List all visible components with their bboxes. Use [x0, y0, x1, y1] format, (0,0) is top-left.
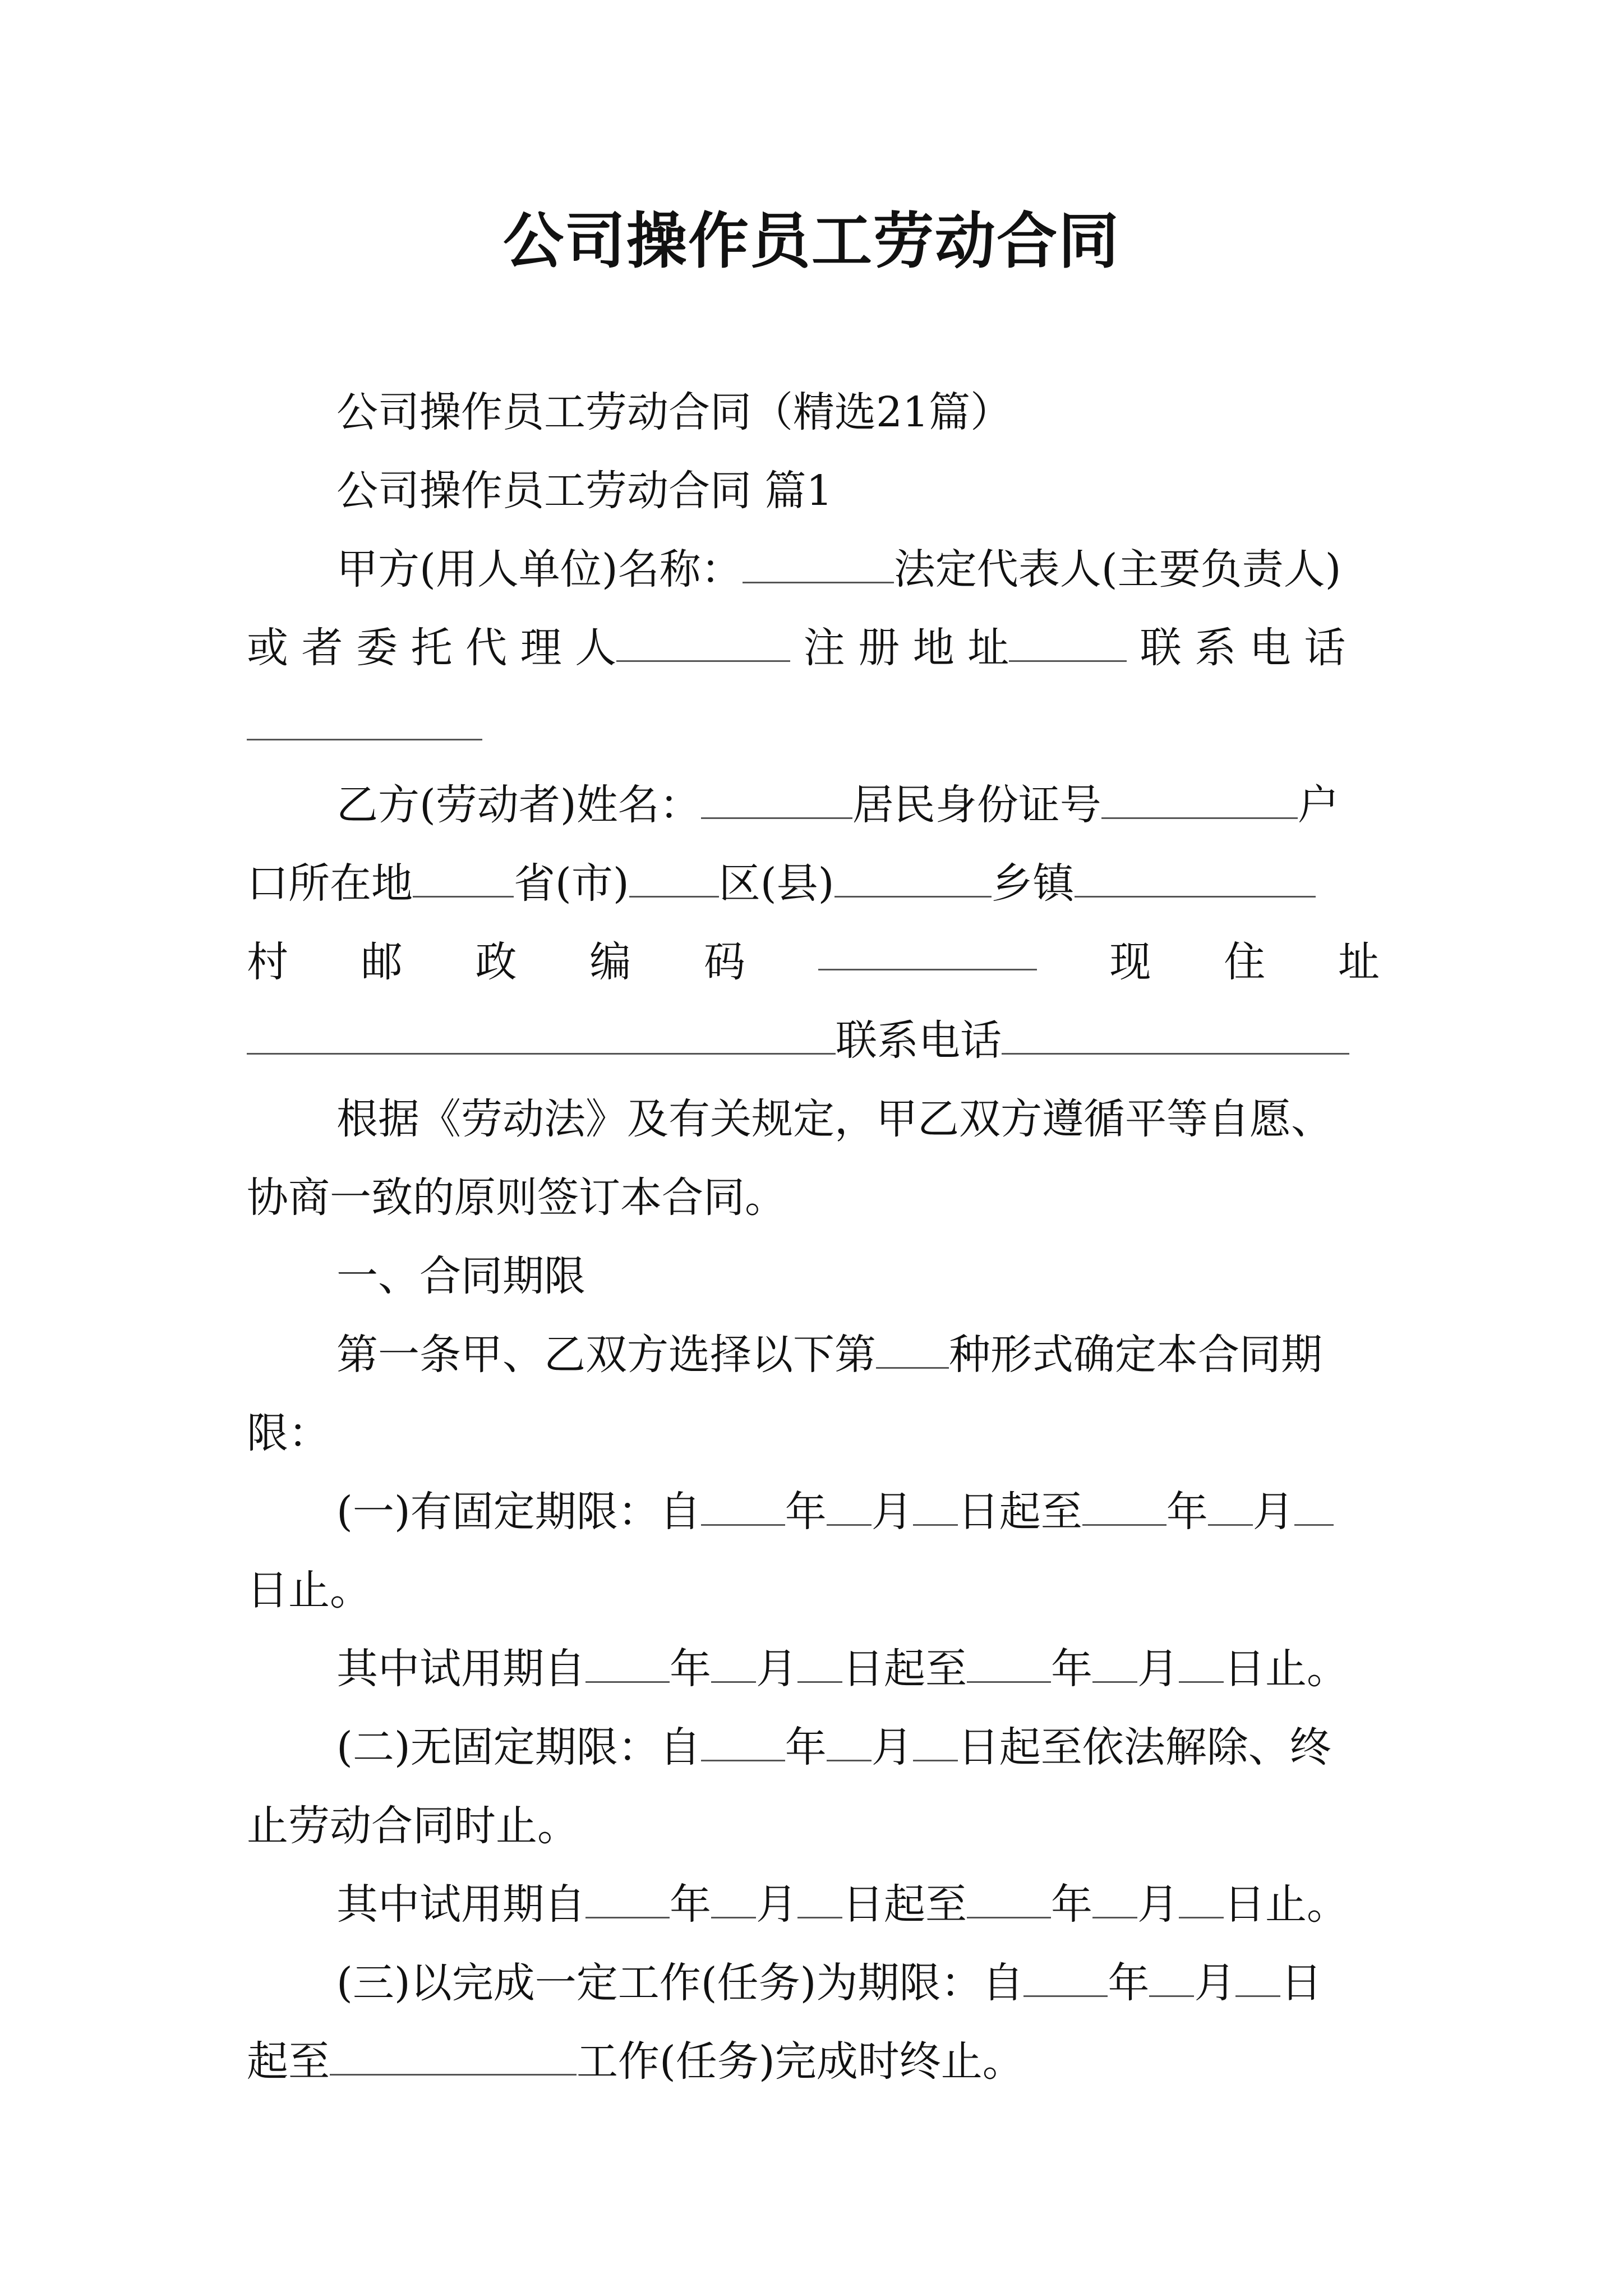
- blank-line: [711, 1644, 756, 1683]
- text: 第一条甲、乙双方选择以下第: [336, 1331, 876, 1379]
- paragraph-section-heading: [336, 460, 1380, 522]
- text: 省(市): [514, 859, 629, 908]
- paragraph-hukou: [247, 853, 1380, 914]
- blank-line: [1149, 1958, 1194, 1997]
- text: 年: [785, 1723, 827, 1772]
- blank-line: [1082, 1487, 1166, 1526]
- text: 止劳动合同时止。: [247, 1802, 579, 1850]
- text: (三)以完成一定工作(任务)为期限：自: [336, 1959, 1024, 2007]
- text: 月: [1137, 1645, 1179, 1693]
- blank-line: [701, 1487, 785, 1526]
- blank-line: [1179, 1879, 1224, 1918]
- blank-line: [701, 1722, 785, 1761]
- text: 年: [1166, 1488, 1208, 1536]
- text: 月: [1252, 1488, 1294, 1536]
- blank-line: [1235, 1958, 1280, 1997]
- paragraph-open-term: [336, 1717, 1380, 1778]
- blank-line: [711, 1879, 756, 1918]
- text: 编: [589, 938, 631, 986]
- blank-line: [1075, 858, 1316, 898]
- text: 或 者 委 托 代 理 人: [247, 624, 617, 672]
- text: 工作(任务)完成时终止。: [577, 2037, 1024, 2086]
- paragraph-phone-blank: [247, 696, 1380, 757]
- text: 起至: [247, 2037, 330, 2086]
- text: 联系电话: [836, 1016, 1002, 1065]
- text: (一)有固定期限：自: [336, 1488, 701, 1536]
- text: 日起至依法解除、终: [957, 1723, 1331, 1772]
- text: 日起至: [957, 1488, 1082, 1536]
- text: (二)无固定期限：自: [336, 1723, 701, 1772]
- text: 公司操作员工劳动合同（精选21篇）: [336, 388, 1012, 436]
- blank-line: [1009, 623, 1127, 662]
- text: 公司操作员工劳动合同 篇1: [336, 467, 833, 515]
- paragraph-article-1-cont: [247, 1402, 1380, 1464]
- blank-line: [913, 1722, 958, 1761]
- text: 限：: [247, 1409, 330, 1457]
- text: 年: [1108, 1959, 1150, 2007]
- text: 注 册 地 址: [803, 624, 1009, 672]
- text: 码: [704, 938, 745, 986]
- text: 居民身份证号: [852, 781, 1101, 829]
- text: 区(县): [718, 859, 834, 908]
- blank-line: [797, 1644, 842, 1683]
- blank-line: [701, 780, 852, 819]
- blank-line: [967, 1879, 1051, 1918]
- text: 年: [1051, 1645, 1092, 1693]
- blank-line: [1092, 1644, 1137, 1683]
- text: 月: [1137, 1880, 1179, 1929]
- blank-line: [797, 1879, 842, 1918]
- text: 政: [475, 938, 517, 986]
- blank-line: [876, 1329, 949, 1369]
- text: 月: [871, 1723, 913, 1772]
- paragraph-probation-1: [336, 1638, 1380, 1700]
- text: 年: [785, 1488, 827, 1536]
- document-title: 公司操作员工劳动合同: [502, 206, 1120, 277]
- text: 日起至: [842, 1880, 967, 1929]
- blank-line: [827, 1487, 872, 1526]
- text: 乡镇: [991, 859, 1075, 908]
- text: 月: [871, 1488, 913, 1536]
- paragraph-article-1: [336, 1324, 1380, 1386]
- paragraph-fixed-term-cont: [247, 1559, 1380, 1621]
- text: 住: [1224, 938, 1266, 986]
- blank-line: [1294, 1487, 1334, 1526]
- blank-line: [1023, 1958, 1108, 1997]
- blank-line: [1092, 1879, 1137, 1918]
- text: 日起至: [842, 1645, 967, 1693]
- paragraph-address: [247, 1010, 1380, 1071]
- blank-line: [330, 2036, 577, 2076]
- text: 年: [1051, 1880, 1092, 1929]
- paragraph-fixed-term: [336, 1481, 1380, 1543]
- section-heading-term: [336, 1245, 1380, 1307]
- blank-line: [1002, 1015, 1349, 1055]
- blank-line: [967, 1644, 1051, 1683]
- blank-line: [247, 1015, 836, 1055]
- paragraph-task-term: [336, 1952, 1380, 2014]
- text: 口所在地: [247, 859, 413, 908]
- text: 日止。: [1224, 1645, 1348, 1693]
- text: 邮: [361, 938, 403, 986]
- text: 址: [1338, 938, 1380, 986]
- blank-line: [818, 931, 1037, 970]
- blank-line: [1101, 780, 1298, 819]
- paragraph-task-term-cont: [247, 2031, 1380, 2092]
- blank-line: [585, 1644, 670, 1683]
- paragraph-basis: [336, 1088, 1380, 1150]
- text: 日止。: [247, 1566, 371, 1614]
- text: 日止。: [1224, 1880, 1348, 1929]
- text: 年: [670, 1880, 711, 1929]
- text: 现: [1109, 938, 1151, 986]
- text: 其中试用期自: [336, 1645, 585, 1693]
- blank-line: [743, 544, 894, 583]
- text: 一、合同期限: [336, 1252, 585, 1300]
- text: 日: [1280, 1959, 1322, 2007]
- text: 联 系 电 话: [1140, 624, 1346, 672]
- text: 月: [1194, 1959, 1236, 2007]
- blank-line: [585, 1879, 670, 1918]
- blank-line: [1208, 1487, 1253, 1526]
- text: 年: [670, 1645, 711, 1693]
- blank-line: [827, 1722, 872, 1761]
- paragraph-party-b: [336, 774, 1380, 836]
- paragraph-probation-2: [336, 1874, 1380, 1935]
- text: 村: [247, 938, 288, 986]
- paragraph-party-a-cont: [247, 617, 1380, 679]
- justified-row: [247, 931, 1380, 993]
- text: 月: [756, 1645, 797, 1693]
- text: 月: [756, 1880, 797, 1929]
- blank-line: [616, 623, 790, 662]
- text: 协商一致的原则签订本合同。: [247, 1174, 786, 1222]
- text: 其中试用期自: [336, 1880, 585, 1929]
- paragraph-party-a: [336, 539, 1380, 600]
- blank-line: [413, 858, 514, 898]
- blank-line: [1179, 1644, 1224, 1683]
- paragraph-subtitle: [336, 381, 1380, 443]
- blank-line: [629, 858, 719, 898]
- paragraph-basis-cont: [247, 1167, 1380, 1228]
- paragraph-postcode: [247, 931, 1380, 993]
- text: 种形式确定本合同期: [949, 1331, 1322, 1379]
- text: 乙方(劳动者)姓名：: [336, 781, 701, 829]
- text: 甲方(用人单位)名称：: [336, 545, 743, 593]
- blank-line: [247, 701, 482, 740]
- text: 根据《劳动法》及有关规定，甲乙双方遵循平等自愿、: [336, 1095, 1332, 1143]
- blank-line: [834, 858, 992, 898]
- text: 户: [1297, 781, 1339, 829]
- paragraph-open-term-cont: [247, 1795, 1380, 1857]
- blank-line: [913, 1487, 958, 1526]
- text: 法定代表人(主要负责人): [893, 545, 1341, 593]
